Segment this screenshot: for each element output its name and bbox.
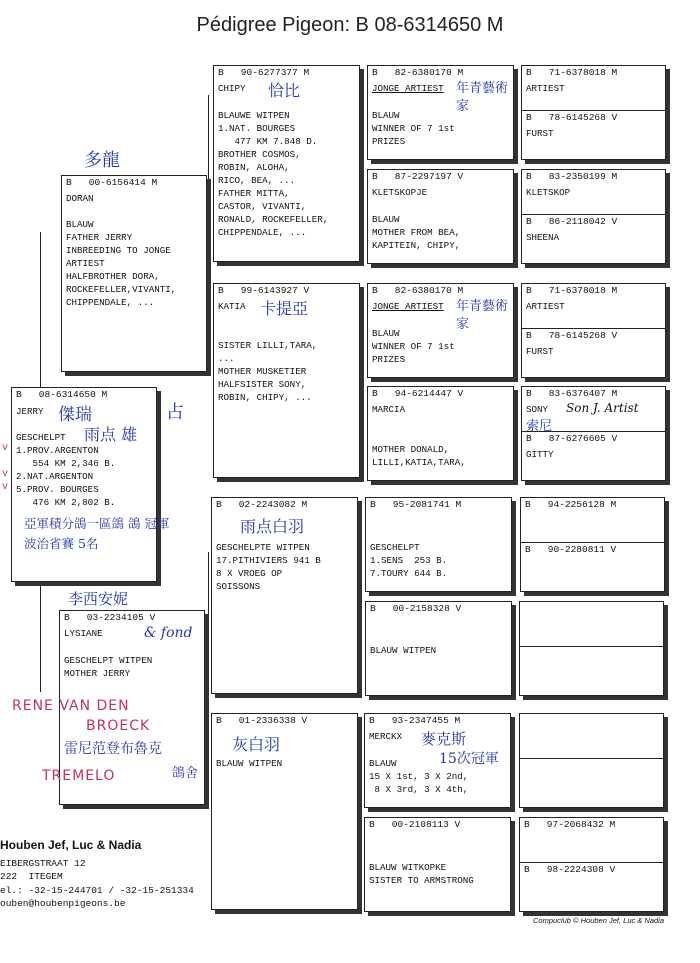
detail-line: ROBIN, CHIPY, ... — [218, 392, 312, 403]
connector — [40, 232, 41, 392]
ring-number: B 87-2297197 V — [372, 171, 464, 182]
ring-number: B 02-2243082 M — [216, 499, 308, 510]
detail-line: GESCHELPT — [16, 432, 66, 443]
pigeon-name: JERRY — [16, 406, 44, 417]
detail-line: 554 KM 2,346 B. — [16, 458, 116, 469]
detail-line: FATHER JERRY — [66, 232, 133, 243]
connector — [208, 95, 209, 262]
ring-number: B 87-6276605 V — [526, 433, 618, 444]
pigeon-name: DORAN — [66, 193, 94, 204]
divider — [520, 646, 663, 647]
detail-line: 1.SENS 253 B. — [370, 555, 448, 566]
mmm-card[interactable] — [364, 817, 511, 912]
ring-number: B 94-6214447 V — [372, 388, 464, 399]
handwritten-name: 麥克斯 — [421, 730, 467, 748]
check-mark: v — [2, 482, 9, 493]
ring-number: B 00-2158328 V — [370, 603, 462, 614]
g4-card[interactable] — [521, 283, 666, 378]
detail-line: CHIPPENDALE, ... — [218, 227, 307, 238]
handwritten-name: 李西安妮 — [68, 590, 129, 608]
ring-number: B 95-2081741 M — [370, 499, 462, 510]
father-card[interactable] — [61, 175, 207, 372]
detail-line: 7.TOURY 644 B. — [370, 568, 448, 579]
detail-line: BLAUW WITPEN — [370, 645, 437, 656]
detail-line: MOTHER JERRY — [64, 668, 131, 679]
detail-line: RICO, BEA, ... — [218, 175, 296, 186]
breeder-email[interactable]: ouben@houbenpigeons.be — [0, 898, 126, 909]
pigeon-name: MERCKX — [369, 731, 403, 742]
detail-line: 5.PROV. BOURGES — [16, 484, 99, 495]
pigeon-name: KLETSKOP — [526, 187, 571, 198]
detail-line: 1.PROV.ARGENTON — [16, 445, 99, 456]
ring-number: B 90-2280811 V — [525, 544, 617, 555]
detail-line: SISTER LILLI,TARA, — [218, 340, 318, 351]
divider — [520, 758, 663, 759]
detail-line: SISTER TO ARMSTRONG — [369, 875, 474, 886]
handwritten-name: 恰比 — [268, 81, 301, 100]
detail-line: MOTHER MUSKETIER — [218, 366, 307, 377]
handwritten-breeder: BROECK — [86, 718, 151, 734]
ring-number: B 83-2350199 M — [526, 171, 618, 182]
detail-line: 17.PITHIVIERS 941 B — [216, 555, 321, 566]
pigeon-name: FURST — [526, 346, 554, 357]
detail-line: ARTIEST — [66, 258, 105, 269]
pigeon-name: SHEENA — [526, 232, 560, 243]
mff-card[interactable] — [365, 497, 512, 592]
handwritten-name: 雨点白羽 — [240, 517, 305, 536]
ff-card[interactable] — [213, 65, 360, 262]
detail-line: KAPITEIN, CHIPY, — [372, 240, 461, 251]
ring-number: B 01-2336338 V — [216, 715, 308, 726]
detail-line: 8 X 3rd, 3 X 4th, — [369, 784, 469, 795]
ring-number: B 98-2224308 V — [524, 864, 616, 875]
pigeon-name: JONGE ARTIEST — [372, 301, 444, 312]
detail-line: BROTHER COSMOS, — [218, 149, 301, 160]
handwritten-name: 多龍 — [84, 150, 120, 171]
detail-line: GESCHELPTE WITPEN — [216, 542, 310, 553]
check-mark: v — [2, 469, 9, 480]
ring-number: B 71-6378018 M — [526, 67, 618, 78]
ring-number: B 00-6156414 M — [66, 177, 158, 188]
signature: Son J. Artist — [566, 401, 639, 415]
detail-line: HALFSISTER SONY, — [218, 379, 307, 390]
mfm-card[interactable] — [365, 601, 512, 696]
detail-line: BLAUW WITKOPKE — [369, 862, 447, 873]
detail-line: WINNER OF 7 1st — [372, 341, 455, 352]
g4-card[interactable] — [519, 817, 664, 912]
detail-line: 1.NAT. BOURGES — [218, 123, 296, 134]
handwritten-breeder: TREMELO — [42, 768, 116, 784]
ring-number: B 78-6145268 V — [526, 112, 618, 123]
fmf-card[interactable] — [367, 283, 514, 378]
pigeon-name: LYSIANE — [64, 628, 103, 639]
g4-card[interactable] — [519, 601, 664, 696]
handwritten-name: 年青藝術家 — [456, 81, 509, 114]
detail-line: 8 X VROEG OP — [216, 568, 283, 579]
fmm-card[interactable] — [367, 386, 514, 481]
detail-line: MOTHER DONALD, — [372, 444, 450, 455]
handwritten-breeder: 雷尼范登布魯克 — [64, 741, 162, 757]
subject-pigeon-card[interactable] — [11, 387, 170, 582]
detail-line: BLAUW — [372, 214, 400, 225]
ring-number: B 82-6380170 M — [372, 67, 464, 78]
divider — [520, 862, 663, 863]
detail-line: PRIZES — [372, 136, 406, 147]
handwritten-mark: 占 — [166, 402, 184, 423]
divider — [521, 542, 664, 543]
pigeon-name: JONGE ARTIEST — [372, 83, 444, 94]
pigeon-name: KLETSKOPJE — [372, 187, 428, 198]
detail-line: ROBIN, ALOHA, — [218, 162, 290, 173]
handwritten-name: 傑瑞 — [58, 405, 92, 425]
detail-line: BLAUW — [369, 758, 397, 769]
detail-line: RONALD, ROCKEFELLER, — [218, 214, 329, 225]
ring-number: B 99-6143927 V — [218, 285, 310, 296]
pigeon-name: FURST — [526, 128, 554, 139]
ring-number: B 82-6380170 M — [372, 285, 464, 296]
pigeon-name: ARTIEST — [526, 301, 565, 312]
handwritten-name: 卡提亞 — [260, 299, 309, 318]
pigeon-name: GITTY — [526, 449, 554, 460]
g4-card[interactable] — [520, 497, 665, 592]
ring-number: B 78-6145268 V — [526, 330, 618, 341]
handwritten-name: 灰白羽 — [232, 735, 281, 754]
detail-line: LILLI,KATIA,TARA, — [372, 457, 466, 468]
detail-line: 477 KM 7.848 D. — [218, 136, 318, 147]
ring-number: B 08-6314650 M — [16, 389, 108, 400]
g4-card[interactable] — [519, 713, 664, 808]
detail-line: GESCHELPT — [370, 542, 420, 553]
detail-line: CHIPPENDALE, ... — [66, 297, 155, 308]
detail-line: BLAUWE WITPEN — [218, 110, 290, 121]
fm-card[interactable] — [213, 283, 360, 478]
detail-line: GESCHELPT WITPEN — [64, 655, 153, 666]
mmf-card[interactable] — [364, 713, 511, 808]
breeder-name: Houben Jef, Luc & Nadia — [0, 838, 142, 852]
handwritten-note: & fond — [144, 625, 193, 641]
copyright: Compuclub © Houben Jef, Luc & Nadia — [532, 916, 664, 925]
pigeon-name: MARCIA — [372, 404, 406, 415]
pigeon-name: KATIA — [218, 301, 246, 312]
pigeon-name: CHIPY — [218, 83, 246, 94]
g4-card[interactable] — [521, 386, 666, 481]
breeder-street: EIBERGSTRAAT 12 — [0, 858, 86, 869]
ring-number: B 97-2068432 M — [524, 819, 616, 830]
breeder-city: 222 ITEGEM — [0, 871, 63, 882]
detail-line: 476 KM 2,802 B. — [16, 497, 116, 508]
breeder-phone: el.: -32-15-244701 / -32-15-251334 — [0, 885, 194, 896]
detail-line: BLAUW WITPEN — [216, 758, 283, 769]
detail-line: HALFBROTHER DORA, — [66, 271, 160, 282]
detail-line: ROCKEFELLER,VIVANTI, — [66, 284, 177, 295]
detail-line: CASTOR, VIVANTI, — [218, 201, 307, 212]
mm-card[interactable] — [211, 713, 358, 910]
handwritten-breeder: 鴿舍 — [172, 766, 199, 781]
detail-line: BLAUW — [372, 110, 400, 121]
connector — [40, 580, 41, 692]
connector — [208, 552, 209, 742]
handwritten-name: 年青藝術家 — [456, 299, 509, 332]
handwritten-note: 15次冠軍 — [439, 751, 499, 767]
fff-card[interactable] — [367, 65, 514, 160]
handwritten-name: 索尼 — [526, 419, 553, 434]
ring-number: B 86-2118042 V — [526, 216, 618, 227]
ffm-card[interactable] — [367, 169, 514, 264]
divider — [522, 110, 665, 111]
page-title: Pédigree Pigeon: B 08-6314650 M — [196, 14, 504, 36]
g4-card[interactable] — [521, 65, 666, 160]
ring-number: B 93-2347455 M — [369, 715, 461, 726]
g4-card[interactable] — [521, 169, 666, 264]
detail-line: ... — [218, 353, 235, 364]
ring-number: B 03-2234105 V — [64, 612, 156, 623]
detail-line: WINNER OF 7 1st — [372, 123, 455, 134]
pigeon-name: ARTIEST — [526, 83, 565, 94]
detail-line: INBREEDING TO JONGE — [66, 245, 171, 256]
pigeon-name: SONY — [526, 404, 549, 415]
handwritten-note: 波治省賽 5名 — [24, 536, 99, 551]
handwritten-note: 亞軍積分鴿一區鴿 鴿 冠軍 — [24, 516, 170, 531]
ring-number: B 71-6378018 M — [526, 285, 618, 296]
detail-line: MOTHER FROM BEA, — [372, 227, 461, 238]
handwritten-color: 雨点 雄 — [84, 425, 138, 444]
handwritten-breeder: RENE VAN DEN — [12, 698, 130, 714]
detail-line: 2.NAT.ARGENTON — [16, 471, 94, 482]
detail-line: FATHER MITTA, — [218, 188, 290, 199]
detail-line: SOISSONS — [216, 581, 261, 592]
divider — [522, 328, 665, 329]
check-mark: v — [2, 443, 9, 454]
ring-number: B 83-6376407 M — [526, 388, 618, 399]
detail-line: BLAUW — [66, 219, 94, 230]
ring-number: B 00-2108113 V — [369, 819, 461, 830]
ring-number: B 90-6277377 M — [218, 67, 310, 78]
ring-number: B 94-2256128 M — [525, 499, 617, 510]
detail-line: BLAUW — [372, 328, 400, 339]
mf-card[interactable] — [211, 497, 358, 694]
detail-line: 15 X 1st, 3 X 2nd, — [369, 771, 469, 782]
divider — [522, 214, 665, 215]
detail-line: PRIZES — [372, 354, 406, 365]
